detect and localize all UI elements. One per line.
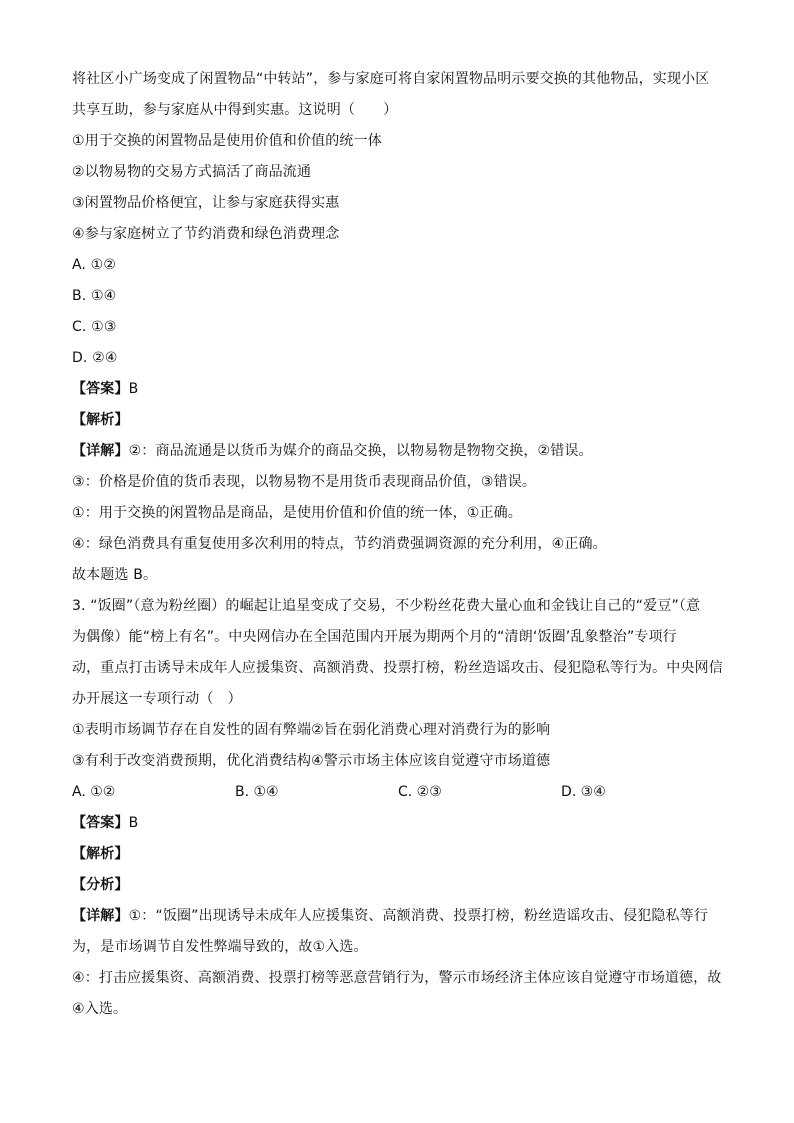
q2-detail-4: ④：绿色消费具有重复使用多次利用的特点，节约消费强调资源的充分利用，④正确。 — [72, 536, 607, 552]
q3-detail-line-1: ①：“饭圈”出现诱导未成年人应援集资、高额消费、投票打榜，粉丝造谣攻击、侵犯隐私等行 — [128, 908, 708, 924]
q2-detail-3: ①：用于交换的闲置物品是商品，是使用价值和价值的统一体，①正确。 — [72, 505, 522, 521]
q3-statement-line-1: ①表明市场调节存在自发性的固有弊端②旨在弱化消费心理对消费行为的影响 — [72, 722, 551, 738]
q3-detail-2: 为，是市场调节自发性弊端导致的，故①入选。 — [72, 939, 368, 955]
q3-analysis-sub-label: 【分析】 — [72, 877, 129, 893]
q2-answer — [72, 374, 724, 405]
q3-option-d: D. ③④ — [561, 784, 606, 800]
q2-answer-value: B — [128, 381, 139, 397]
q3-analysis-label: 【解析】 — [72, 846, 129, 862]
q3-stem-line-1: 3. “饭圈”（意为粉丝圈）的崛起让追星变成了交易，不少粉丝花费大量心血和金钱让自己的“爱豆”（意 — [72, 598, 701, 614]
q2-detail-first: ②：商品流通是以货币为媒介的商品交换，以物易物是物物交换，②错误。 — [128, 443, 593, 459]
q3-options — [72, 777, 724, 808]
q2-option-d: D. ②④ — [72, 350, 118, 366]
q3-stem-line-4: 办开展这一专项行动（ ） — [72, 691, 242, 707]
q2-option-c: C. ①③ — [72, 319, 117, 335]
q3-stem-line-3: 动，重点打击诱导未成年人应援集资、高额消费、投票打榜，粉丝造谣攻击、侵犯隐私等行为。中央网信 — [72, 660, 723, 676]
q3-detail-3: ④：打击应援集资、高额消费、投票打榜等恶意营销行为，警示市场经济主体应该自觉遵守市场道德，故 — [72, 970, 722, 986]
q2-detail-label: 【详解】 — [72, 443, 129, 459]
q2-stem-line-2: 共享互助，参与家庭从中得到实惠。这说明（ ） — [72, 102, 398, 118]
q3-answer — [72, 808, 724, 839]
q3-answer-label: 【答案】 — [72, 815, 129, 831]
q3-option-c: C. ②③ — [398, 784, 442, 800]
q2-statement-3: ③闲置物品价格便宜，让参与家庭获得实惠 — [72, 195, 340, 211]
q2-statement-2: ②以物易物的交易方式搞活了商品流通 — [72, 164, 312, 180]
q3-stem-line-2: 为偶像）能“榜上有名”。中央网信办在全国范围内开展为期两个月的“清朗‘饭圈’乱象整治”专项行 — [72, 629, 677, 645]
q3-statement-line-2: ③有利于改变消费预期，优化消费结构④警示市场主体应该自觉遵守市场道德 — [72, 753, 551, 769]
q2-answer-label: 【答案】 — [72, 381, 129, 397]
q2-statement-4: ④参与家庭树立了节约消费和绿色消费理念 — [72, 226, 340, 242]
q3-detail-1 — [72, 901, 724, 932]
q3-detail-label: 【详解】 — [72, 908, 129, 924]
q3-detail-4: ④入选。 — [72, 1001, 128, 1017]
document-page — [72, 64, 724, 1025]
q2-option-b: B. ①④ — [72, 288, 117, 304]
q3-option-b: B. ①④ — [235, 784, 279, 800]
q2-option-a: A. ①② — [72, 257, 117, 273]
q2-analysis-label: 【解析】 — [72, 412, 129, 428]
q2-stem-line-1: 将社区小广场变成了闲置物品“中转站”，参与家庭可将自家闲置物品明示要交换的其他物品，实现小区 — [72, 71, 710, 87]
q3-answer-value: B — [128, 815, 139, 831]
q2-detail-1 — [72, 436, 724, 467]
q2-conclusion: 故本题选 B。 — [72, 567, 158, 583]
q2-detail-2: ③：价格是价值的货币表现，以物易物不是用货币表现商品价值，③错误。 — [72, 474, 537, 490]
q2-statement-1: ①用于交换的闲置物品是使用价值和价值的统一体 — [72, 133, 382, 149]
q3-option-a: A. ①② — [72, 784, 116, 800]
